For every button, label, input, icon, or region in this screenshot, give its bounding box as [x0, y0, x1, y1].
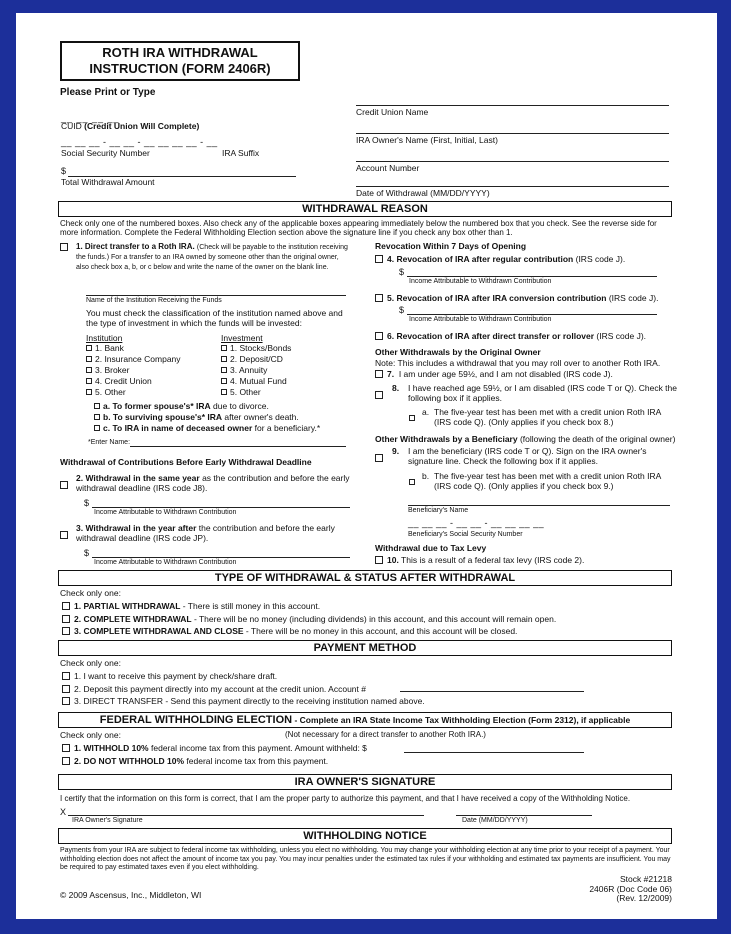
ssn-label: Social Security Number [61, 148, 150, 158]
type-option-checkbox[interactable] [62, 627, 70, 635]
investment-checkbox[interactable] [221, 356, 227, 362]
withholding-check-one: Check only one: [60, 730, 121, 740]
tax-levy-heading: Withdrawal due to Tax Levy [375, 543, 487, 553]
reason-2-title: 2. Withdrawal in the same year [76, 473, 200, 483]
type-option-title: 3. COMPLETE WITHDRAWAL AND CLOSE [74, 626, 244, 636]
withhold-10-option[interactable] [62, 742, 367, 755]
payment-option-label: 1. I want to receive this payment by check/share draft. [74, 671, 278, 681]
federal-withholding-heading: FEDERAL WITHHOLDING ELECTION [99, 714, 293, 726]
reason-1-text [76, 242, 348, 272]
reason-2-desc: as the contribution and before the early withdrawal deadline (IRS code J8). [76, 473, 350, 493]
investment-option[interactable] [221, 354, 291, 365]
reason-8-desc: I have reached age 59½, or I am disabled (IRS code T or Q). Check the following box if it applies. [408, 383, 677, 403]
reason-3-income-label: Income Attributable to Withdrawn Contribution [94, 559, 237, 566]
cuid-field[interactable]: __ __ __ __ [61, 113, 120, 123]
investment-label: 3. Annuity [230, 365, 268, 375]
reason-8-checkbox[interactable] [375, 391, 383, 399]
investment-checkbox[interactable] [221, 378, 227, 384]
enter-name-label: *Enter Name: [88, 439, 131, 446]
owner-signature-label: IRA Owner's Signature [72, 817, 143, 824]
reason-7-number: 7. [387, 369, 395, 379]
investment-list [221, 343, 291, 398]
reason-9-number: 9. [392, 446, 400, 456]
reason-7-row [375, 369, 613, 379]
beneficiary-heading: Other Withdrawals by a Beneficiary [375, 434, 518, 444]
form-title-line2: INSTRUCTION (FORM 2406R) [89, 61, 271, 76]
reason-9b-desc: The five-year test has been met with a credit union Roth IRA (IRS code Q). (Only applies if you check box 9.) [434, 471, 661, 491]
type-option-title: 2. COMPLETE WITHDRAWAL [74, 613, 192, 624]
reason-2-text [76, 473, 358, 493]
reason-3-income-field[interactable] [92, 557, 350, 558]
withhold-10-title: 1. WITHHOLD 10% [74, 743, 149, 753]
credit-union-name-field[interactable] [356, 105, 669, 106]
investment-label: 4. Mutual Fund [230, 376, 287, 386]
payment-option-checkbox[interactable] [62, 685, 70, 693]
deposit-account-field[interactable] [400, 691, 584, 692]
reason-4-checkbox[interactable] [375, 255, 383, 263]
signature-x: X [60, 807, 67, 817]
reason-6-row [375, 331, 646, 341]
total-dollar-sign: $ [61, 166, 67, 176]
doc-code: 2406R (Doc Code 06) [589, 883, 672, 894]
payment-option-transfer[interactable] [62, 695, 425, 708]
payment-option-label: 3. DIRECT TRANSFER - Send this payment directly to the receiving institution named above. [74, 696, 425, 706]
beneficiary-ssn-label: Beneficiary's Social Security Number [408, 531, 523, 538]
sub-option-b-desc: after owner's death. [224, 412, 299, 422]
withholding-notice-heading: WITHHOLDING NOTICE [58, 828, 672, 844]
type-option-desc: - There will be no money in this account, and this account will be closed. [243, 626, 518, 636]
type-check-one: Check only one: [60, 588, 121, 598]
account-number-label: Account Number [356, 163, 420, 173]
reason-8a-checkbox[interactable] [409, 415, 415, 421]
institution-option[interactable] [86, 376, 181, 387]
institution-option[interactable] [86, 354, 181, 365]
stock-number: Stock #21218 [620, 874, 672, 884]
cuid-note: (Credit Union Will Complete) [84, 121, 200, 131]
early-withdrawal-heading: Withdrawal of Contributions Before Early Withdrawal Deadline [60, 457, 312, 467]
reason-9b-checkbox[interactable] [409, 479, 415, 485]
withhold-10-checkbox[interactable] [62, 744, 70, 752]
reason-5-row [375, 293, 658, 303]
no-withhold-checkbox[interactable] [62, 757, 70, 765]
ira-suffix-label: IRA Suffix [222, 148, 260, 158]
reason-2-income-field[interactable] [92, 507, 350, 508]
reason-3-text [76, 523, 358, 543]
reason-6-desc: (IRS code J). [596, 331, 647, 341]
investment-label: 5. Other [230, 387, 261, 397]
transfer-sub-options [94, 401, 320, 434]
reason-5-checkbox[interactable] [375, 294, 383, 302]
type-options [62, 600, 556, 638]
federal-withholding-heading-band [58, 712, 672, 728]
reason-8a-desc: The five-year test has been met with a credit union Roth IRA (IRS code Q). (Only applies if you check box 8.) [434, 407, 661, 427]
no-withhold-title: 2. DO NOT WITHHOLD 10% [74, 756, 185, 766]
reason-9b-letter: b. [422, 471, 430, 481]
reason-4-income-field[interactable] [407, 276, 657, 277]
reason-4-title: 4. Revocation of IRA after regular contribution [387, 254, 574, 264]
institution-label: 5. Other [95, 387, 126, 397]
reason-9-checkbox[interactable] [375, 454, 383, 462]
reason-1-checkbox[interactable] [60, 243, 68, 251]
reason-2-income-label: Income Attributable to Withdrawn Contribution [94, 509, 237, 516]
reason-6-title: 6. Revocation of IRA after direct transfer or rollover [387, 331, 595, 341]
withdrawal-date-label: Date of Withdrawal (MM/DD/YYYY) [356, 188, 490, 198]
reason-7-checkbox[interactable] [375, 370, 383, 378]
reason-2-checkbox[interactable] [60, 481, 68, 489]
reason-3-dollar: $ [84, 548, 90, 558]
institution-option[interactable] [86, 387, 181, 398]
copyright: © 2009 Ascensus, Inc., Middleton, WI [60, 890, 202, 900]
investment-checkbox[interactable] [221, 345, 227, 351]
reason-4-income-label: Income Attributable to Withdrawn Contribution [409, 278, 552, 285]
reason-3-title: 3. Withdrawal in the year after [76, 523, 197, 533]
institution-label: 3. Broker [95, 365, 130, 375]
total-amount-label: Total Withdrawal Amount [61, 177, 155, 187]
type-option-complete-close[interactable] [62, 625, 556, 638]
payment-option-checkbox[interactable] [62, 672, 70, 680]
institution-checkbox[interactable] [86, 367, 92, 373]
reason-7-desc: I am under age 59½, and I am not disabled (IRS code J). [398, 369, 613, 379]
sub-option-c-title: c. To IRA in name of deceased owner [103, 423, 253, 433]
sub-option-c-desc: for a beneficiary.* [254, 423, 321, 433]
investment-option[interactable] [221, 343, 291, 354]
reason-10-number: 10. [387, 555, 399, 565]
signature-date-field[interactable] [456, 815, 592, 816]
amount-withheld-field[interactable] [404, 752, 584, 753]
payment-option-check[interactable] [62, 670, 425, 683]
type-of-withdrawal-heading: TYPE OF WITHDRAWAL & STATUS AFTER WITHDRAWAL [58, 570, 672, 586]
revision-date: (Rev. 12/2009) [616, 893, 672, 903]
revocation-heading: Revocation Within 7 Days of Opening [375, 241, 527, 251]
withdrawal-reason-heading: WITHDRAWAL REASON [58, 201, 672, 217]
sub-option-a-title: a. To former spouse's* IRA [103, 401, 211, 411]
sub-option-b[interactable] [94, 412, 320, 423]
sub-option-a-checkbox[interactable] [94, 403, 100, 409]
receiving-institution-label: Name of the Institution Receiving the Funds [86, 297, 222, 304]
reason-5-desc: (IRS code J). [608, 293, 659, 303]
reason-5-title: 5. Revocation of IRA after IRA conversion contribution [387, 293, 607, 303]
type-option-checkbox[interactable] [62, 615, 70, 623]
payment-options [62, 670, 425, 708]
sub-option-c-checkbox[interactable] [94, 425, 100, 431]
investment-checkbox[interactable] [221, 389, 227, 395]
reason-4-dollar: $ [399, 267, 405, 277]
investment-option[interactable] [221, 376, 291, 387]
institution-option[interactable] [86, 343, 181, 354]
certification-text: I certify that the information on this form is correct, that I am the proper party to authorize this payment, and that I have received a copy of the Withholding Notice. [60, 794, 631, 803]
reason-4-desc: (IRS code J). [575, 254, 626, 264]
institution-list [86, 343, 181, 398]
federal-withholding-note: - Complete an IRA State Income Tax Withholding Election (Form 2312), if applicable [292, 715, 631, 725]
enter-name-field[interactable] [130, 446, 346, 447]
payment-option-label: 2. Deposit this payment directly into my account at the credit union. Account # [74, 683, 366, 694]
reason-instructions: Check only one of the numbered boxes. Also check any of the applicable boxes appearing immediately below the numbered box that you check. See the reverse side for more information. Complete the Federal Withholding Election section above the signature line if you check any box other than 1. [60, 219, 657, 237]
reason-6-checkbox[interactable] [375, 332, 383, 340]
investment-label: 1. Stocks/Bonds [230, 343, 292, 353]
payment-option-deposit[interactable] [62, 683, 425, 696]
reason-10-row [375, 555, 584, 565]
reason-10-desc: This is a result of a federal tax levy (IRS code 2). [401, 555, 585, 565]
sub-option-c[interactable] [94, 423, 320, 434]
type-option-checkbox[interactable] [62, 602, 70, 610]
owner-name-label: IRA Owner's Name (First, Initial, Last) [356, 135, 498, 145]
original-owner-note: Note: This includes a withdrawal that you may roll over to another Roth IRA. [375, 358, 661, 368]
reason-9-desc: I am the beneficiary (IRS code T or Q). Sign on the IRA owner's signature line. Check the following box if it applies. [408, 446, 647, 466]
investment-checkbox[interactable] [221, 367, 227, 373]
withhold-10-desc: federal income tax from this payment. Amount withheld: $ [151, 743, 367, 753]
institution-checkbox[interactable] [86, 356, 92, 362]
signature-heading: IRA OWNER'S SIGNATURE [58, 774, 672, 790]
beneficiary-heading-note: (following the death of the original owner) [519, 434, 676, 444]
print-type-note: Please Print or Type [60, 87, 156, 98]
reason-8-number: 8. [392, 383, 400, 393]
reason-3-desc: the contribution and before the early withdrawal deadline (IRS code JP). [76, 523, 335, 543]
sub-option-a[interactable] [94, 401, 320, 412]
withholding-options [62, 742, 367, 768]
investment-label: 2. Deposit/CD [230, 354, 283, 364]
institution-option[interactable] [86, 365, 181, 376]
reason-5-income-label: Income Attributable to Withdrawn Contribution [409, 316, 552, 323]
sub-option-b-title: b. To surviving spouse's* IRA [103, 412, 222, 422]
type-option-complete[interactable] [62, 613, 556, 626]
credit-union-name-label: Credit Union Name [356, 107, 429, 117]
institution-header: Institution [86, 333, 123, 343]
type-option-desc: - There will be no money (including dividends) in this account, and this account will remain open. [191, 613, 557, 624]
payment-option-checkbox[interactable] [62, 697, 70, 705]
no-withhold-desc: federal income tax from this payment. [186, 756, 329, 766]
form-title-box [60, 41, 300, 81]
institution-checkbox[interactable] [86, 378, 92, 384]
no-withhold-option[interactable] [62, 755, 367, 768]
ssn-field[interactable]: __ __ __ - __ __ - __ __ __ __ - __ [61, 137, 218, 147]
withdrawal-date-field[interactable] [356, 186, 669, 187]
type-option-desc: - There is still money in this account. [180, 601, 321, 611]
withholding-notice-text: Payments from your IRA are subject to federal income tax withholding, unless you elect no withholding. You may change your withholding election at any time prior to your receipt of a payment. Your withholding election does not affect the amount of income tax you pay. You may incur penalties under the estimated tax rules if your withholding and estimated tax payments are insufficient. You may be required to pay estimated taxes even if you elect withholding. [60, 847, 671, 871]
type-option-title: 1. PARTIAL WITHDRAWAL [74, 601, 181, 611]
beneficiary-ssn-field[interactable]: __ __ __ - __ __ - __ __ __ __ [408, 518, 545, 528]
payment-method-heading: PAYMENT METHOD [58, 640, 672, 656]
form-page [16, 13, 717, 919]
reason-5-income-field[interactable] [407, 314, 657, 315]
investment-option[interactable] [221, 387, 291, 398]
signature-date-label: Date (MM/DD/YYYY) [462, 817, 528, 824]
beneficiary-heading-row [375, 434, 675, 444]
type-option-partial[interactable] [62, 600, 556, 613]
institution-checkbox[interactable] [86, 389, 92, 395]
beneficiary-name-label: Beneficiary's Name [408, 507, 469, 514]
form-title-line1: ROTH IRA WITHDRAWAL [102, 45, 258, 60]
beneficiary-name-field[interactable] [408, 505, 670, 506]
institution-label: 2. Insurance Company [95, 354, 181, 364]
reason-5-dollar: $ [399, 305, 405, 315]
investment-option[interactable] [221, 365, 291, 376]
payment-check-one: Check only one: [60, 658, 121, 668]
institution-checkbox[interactable] [86, 345, 92, 351]
institution-label: 1. Bank [95, 343, 124, 353]
reason-1-title: 1. Direct transfer to a Roth IRA. [76, 242, 195, 251]
reason-3-checkbox[interactable] [60, 531, 68, 539]
reason-1-desc: (Check will be payable to the institution receiving the funds.) For a transfer to an IRA owned by someone other than the original owner, also check box a, b, or c below and write the name of the owner on the blank line. [76, 244, 348, 271]
original-owner-heading: Other Withdrawals by the Original Owner [375, 347, 541, 357]
form-stock-info [572, 875, 672, 904]
reason-4-row [375, 254, 625, 264]
reason-8a-letter: a. [422, 407, 430, 417]
cuid-label: CUID [61, 121, 82, 131]
reason-10-checkbox[interactable] [375, 556, 383, 564]
receiving-institution-field[interactable] [86, 295, 346, 296]
sub-option-a-desc: due to divorce. [213, 401, 269, 411]
investment-header: Investment [221, 333, 263, 343]
account-number-field[interactable] [356, 161, 669, 162]
reason-2-dollar: $ [84, 498, 90, 508]
institution-label: 4. Credit Union [95, 376, 152, 386]
owner-name-field[interactable] [356, 133, 669, 134]
owner-signature-field[interactable] [68, 815, 424, 816]
sub-option-b-checkbox[interactable] [94, 414, 100, 420]
withholding-not-necessary: (Not necessary for a direct transfer to another Roth IRA.) [285, 730, 486, 739]
classify-text: You must check the classification of the institution named above and the type of investment in which the funds will be invested: [86, 308, 343, 328]
